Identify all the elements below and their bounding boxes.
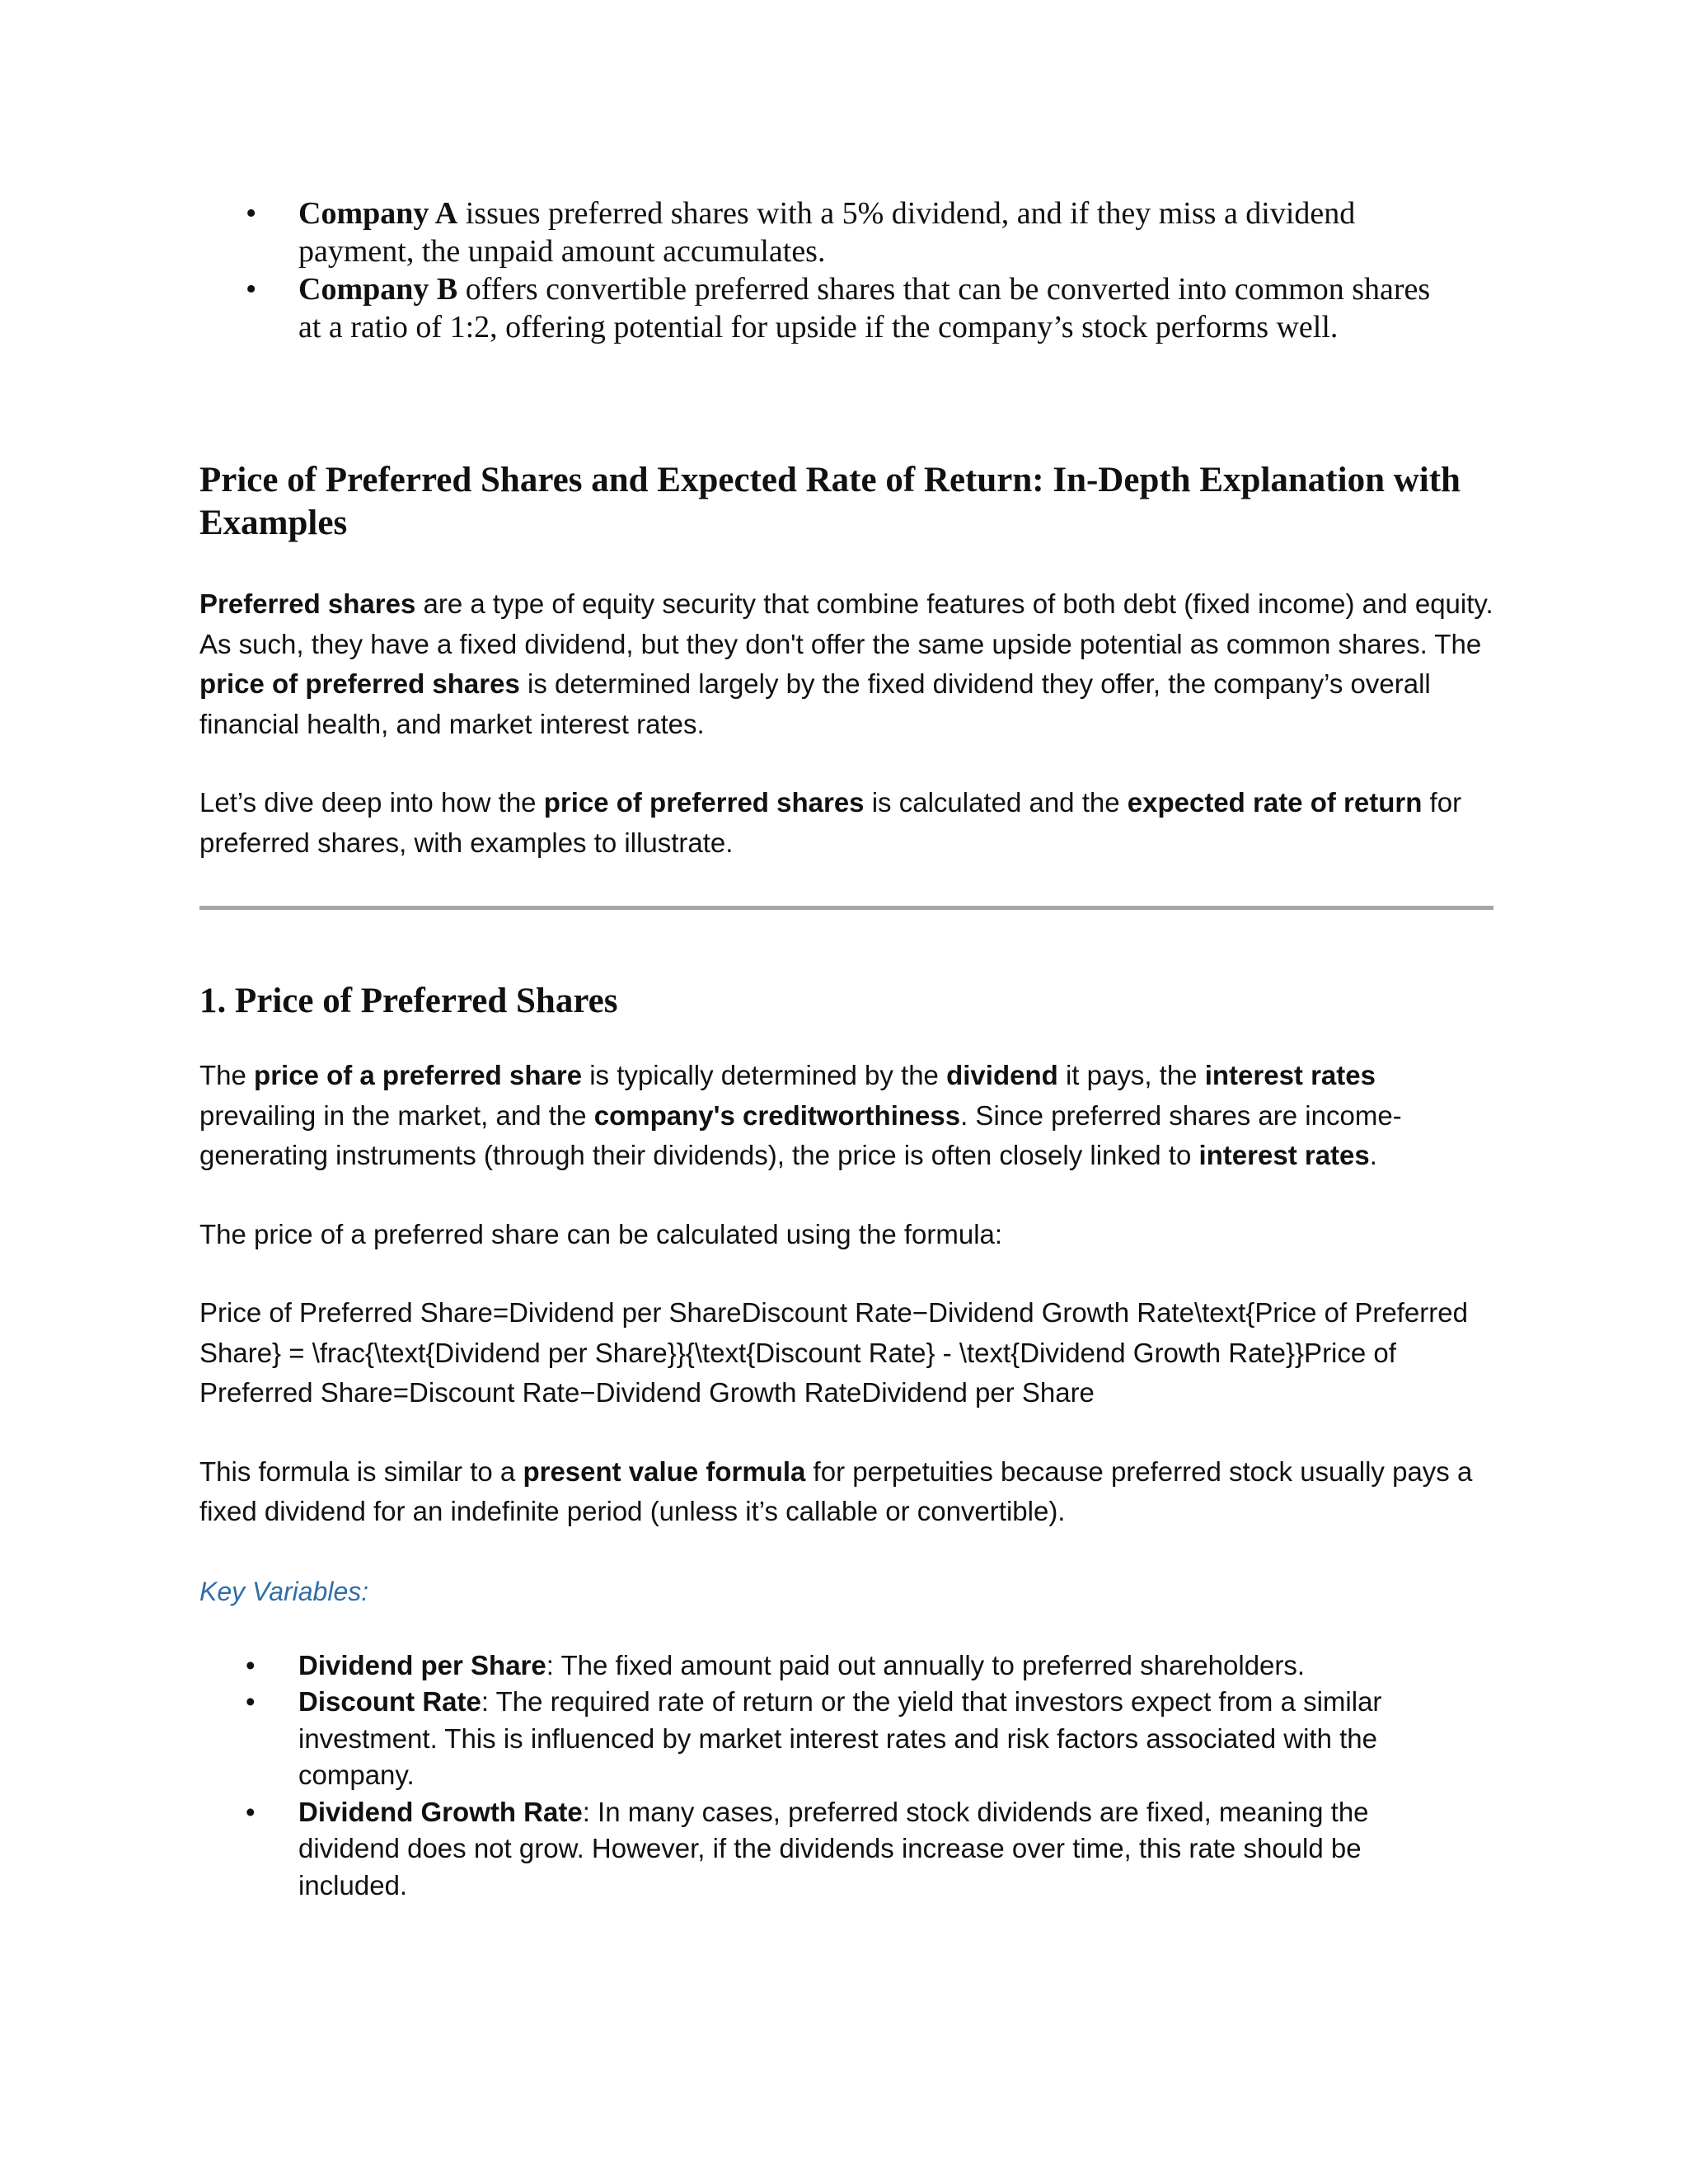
bold-term: interest rates — [1198, 1140, 1370, 1170]
bold-term: dividend — [946, 1060, 1058, 1090]
company-b-label: Company B — [298, 272, 458, 307]
paragraph-text: it pays, the — [1057, 1060, 1205, 1090]
variable-description: : In many cases, preferred stock dividends are fixed, meaning the dividend does not grow. However, if the dividends increase over time, this rate should be included. — [298, 1796, 1369, 1900]
paragraph-text: The — [199, 1060, 255, 1090]
intro-paragraph — [199, 584, 1493, 744]
bold-term: price of preferred shares — [199, 668, 520, 699]
list-item — [199, 194, 1452, 270]
list-item — [199, 1794, 1436, 1905]
list-item — [199, 1647, 1436, 1685]
paragraph-text: Let’s dive deep into how the — [199, 787, 544, 818]
paragraph-text: is calculated and the — [864, 787, 1128, 818]
key-variables-heading: Key Variables: — [199, 1576, 369, 1606]
paragraph-text: is typically determined by the — [582, 1060, 947, 1090]
company-a-label: Company A — [298, 196, 458, 231]
bold-term: price of preferred shares — [543, 787, 865, 818]
paragraph-text: prevailing in the market, and the — [199, 1099, 594, 1131]
paragraph-text: for perpetuities because preferred stock usually pays a fixed dividend for an indefinite period (unless it’s callable or convertible). — [199, 1455, 1473, 1526]
section-title: Price of Preferred Shares and Expected Rate of Return: In-Depth Explanation with Examples — [199, 461, 1461, 542]
company-examples-list — [199, 194, 1452, 346]
bullet-icon: • — [246, 1686, 256, 1717]
subsection-title: 1. Price of Preferred Shares — [199, 982, 618, 1020]
bullet-icon: • — [246, 1796, 256, 1827]
bold-term: company's creditworthiness — [593, 1099, 961, 1131]
bullet-icon: • — [246, 1649, 256, 1680]
variable-name: Discount Rate — [298, 1686, 481, 1717]
bold-term: interest rates — [1204, 1060, 1376, 1090]
paragraph-text: This formula is similar to a — [199, 1455, 523, 1487]
bullet-icon: • — [246, 272, 257, 307]
list-item — [199, 1684, 1436, 1794]
list-item — [199, 270, 1452, 346]
paragraph-text: . Since preferred shares are income-generating instruments (through their dividends), the price is often closely linked to — [199, 1099, 1402, 1170]
variable-description: : The fixed amount paid out annually to preferred shareholders. — [546, 1649, 1306, 1680]
bold-term: Preferred shares — [199, 588, 416, 619]
intro-paragraph-2 — [199, 783, 1493, 863]
variable-name: Dividend per Share — [298, 1649, 546, 1680]
paragraph-text: are a type of equity security that combine features of both debt (fixed income) and equity. As such, they have a fixed dividend, but they don't offer the same upside potential as common shares. The — [199, 588, 1493, 659]
variable-description: : The required rate of return or the yield that investors expect from a similar investment. This is influenced by market interest rates and risk factors associated with the company. — [298, 1686, 1382, 1790]
key-variables-list — [199, 1647, 1436, 1905]
perpetuity-paragraph — [199, 1452, 1493, 1532]
company-b-text: offers convertible preferred shares that can be converted into common shares at a ratio of 1:2, offering potential for upside if the company’s stock performs well. — [298, 272, 1431, 344]
bold-term: expected rate of return — [1127, 787, 1423, 818]
paragraph-text: for preferred shares, with examples to illustrate. — [199, 787, 1462, 858]
paragraph-text: is determined largely by the fixed dividend they offer, the company’s overall financial health, and market interest rates. — [199, 668, 1431, 739]
bold-term: price of a preferred share — [254, 1060, 583, 1090]
price-paragraph — [199, 1056, 1493, 1176]
formula-text: Price of Preferred Share=Dividend per ShareDiscount Rate−Dividend Growth Rate\text{Price of Preferred Share} = \frac{\text{Dividend per Share}}{\text{Discount Rate} - \text{Dividend Growth Rate}}Price of Preferred Share=Discount Rate−Dividend Growth RateDividend per Share — [199, 1297, 1468, 1408]
formula-intro-paragraph: The price of a preferred share can be calculated using the formula: — [199, 1218, 1003, 1249]
document-content — [199, 194, 1493, 1904]
company-a-text: issues preferred shares with a 5% dividend, and if they miss a dividend payment, the unpaid amount accumulates. — [298, 196, 1356, 269]
bold-term: present value formula — [523, 1455, 806, 1487]
variable-name: Dividend Growth Rate — [298, 1796, 583, 1827]
paragraph-text: . — [1369, 1140, 1377, 1170]
horizontal-divider — [199, 906, 1493, 910]
bullet-icon: • — [246, 196, 257, 231]
